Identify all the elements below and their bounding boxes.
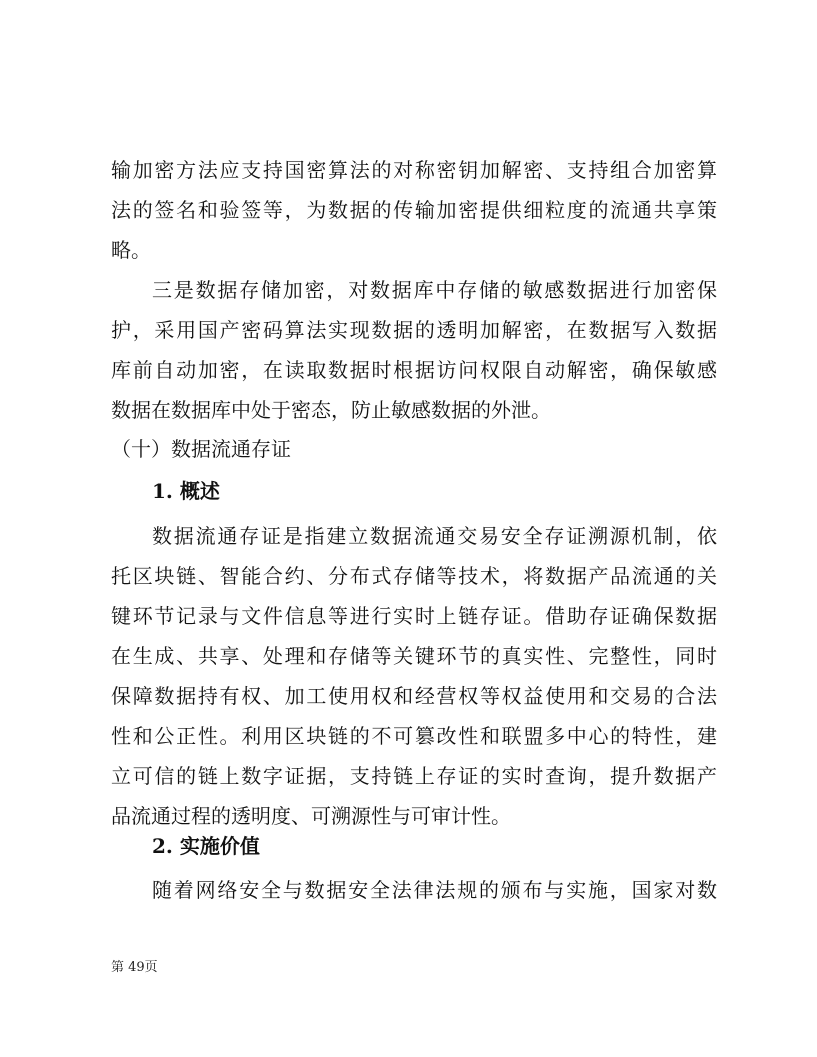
section-heading: （十）数据流通存证 [111,437,291,461]
paragraph-line: 输加密方法应支持国密算法的对称密钥加解密、支持组合加密算 [111,158,717,182]
paragraph-line: 数据在数据库中处于密态，防止敏感数据的外泄。 [111,398,551,422]
paragraph-line: 法的签名和验签等，为数据的传输加密提供细粒度的流通共享策 [111,198,717,222]
paragraph-line: 三是数据存储加密，对数据库中存储的敏感数据进行加密保 [152,278,717,302]
page-number: 第 49页 [111,960,158,975]
subsection-heading-value: 2. 实施价值 [152,834,260,858]
paragraph-line: 库前自动加密，在读取数据时根据访问权限自动解密，确保敏感 [111,358,717,382]
paragraph-line: 护，采用国产密码算法实现数据的透明加解密，在数据写入数据 [111,318,717,342]
paragraph-line: 略。 [111,238,151,262]
paragraph-line: 品流通过程的透明度、可溯源性与可审计性。 [111,804,511,828]
paragraph-line: 在生成、共享、处理和存储等关键环节的真实性、完整性，同时 [111,644,717,668]
paragraph-line: 数据流通存证是指建立数据流通交易安全存证溯源机制，依 [152,524,717,548]
paragraph-line: 性和公正性。利用区块链的不可篡改性和联盟多中心的特性，建 [111,724,717,748]
paragraph-line: 托区块链、智能合约、分布式存储等技术，将数据产品流通的关 [111,564,717,588]
paragraph-line: 键环节记录与文件信息等进行实时上链存证。借助存证确保数据 [111,604,717,628]
paragraph-line: 保障数据持有权、加工使用权和经营权等权益使用和交易的合法 [111,684,717,708]
paragraph-line: 随着网络安全与数据安全法律法规的颁布与实施，国家对数 [152,878,717,902]
subsection-heading-overview: 1. 概述 [152,479,220,503]
paragraph-line: 立可信的链上数字证据，支持链上存证的实时查询，提升数据产 [111,764,717,788]
